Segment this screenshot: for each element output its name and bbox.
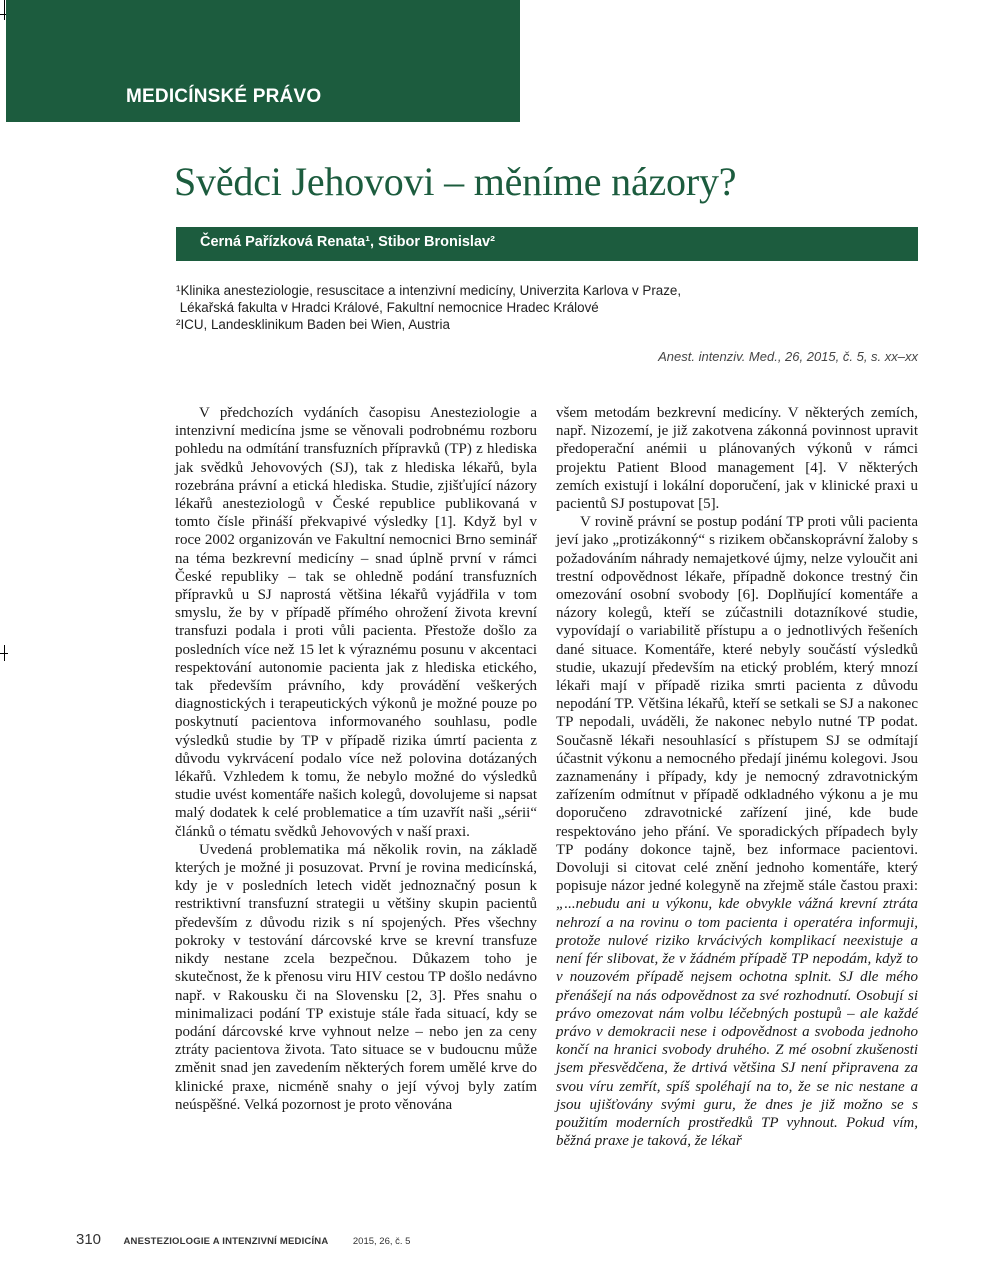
body-paragraph: Uvedená problematika má několik rovin, na základě kterých je možné ji posuzovat. První je rovina medicínská, kdy je v posledních letech vidět jednoznačný posun k restriktivní transfuzní strategii u většiny skupin pacientů především z důvodu rizik s ní spojených. Přes všechny pokroky v testování dárcovské krve se krevní transfuze nikdy nestane zcela bezpečnou. Důkazem toho je skutečnost, že k přenosu viru HIV cestou TP došlo nedávno např. v Rakousku či na Slovensku [2, 3]. Přes snahu o minimalizaci podání TP existuje stále řada situací, kdy se podání dárcovské krve vyhnout nelze – nebo jen za ceny ztráty pacientova života. Tato situace se v budoucnu může změnit snad jen zavedením některých forem umělé krve do klinické praxe, nicméně snahy o její vývoj byly zatím neúspěšné. Velká pozornost je proto věnována: [175, 841, 537, 1113]
article-authors: Černá Pařízková Renata¹, Stibor Bronislav²: [200, 234, 495, 250]
affiliation-line: ²ICU, Landesklinikum Baden bei Wien, Austria: [176, 317, 450, 332]
article-title: Svědci Jehovovi – měníme názory?: [174, 159, 737, 204]
body-column-left: [175, 404, 537, 1114]
section-label: MEDICÍNSKÉ PRÁVO: [126, 86, 322, 107]
affiliation-line: Lékařská fakulta v Hradci Králové, Fakultní nemocnice Hradec Králové: [176, 300, 599, 315]
affiliation-line: ¹Klinika anesteziologie, resuscitace a intenzivní medicíny, Univerzita Karlova v Praze,: [176, 283, 682, 298]
affiliations: [176, 282, 876, 333]
section-header-band: [6, 0, 520, 122]
citation: Anest. intenziv. Med., 26, 2015, č. 5, s. xx–xx: [658, 349, 918, 364]
quoted-comment: „...nebudu ani u výkonu, kde obvykle vážná krevní ztráta nehrozí a na rovinu o tom pacienta i operatéra informuji, protože nulové riziko krvácivých komplikací neexistuje a není fér slibovat, že v žádném případě TP nepodám, když to v nouzovém případě nejsem ochotna splnit. SJ dle mého přenášejí na nás odpovědnost za své rozhodnutí. Osobují si právo omezovat nám volbu léčebných postupů – ale každé právo v demokracii nese i odpovědnost a svoboda jednoho končí na hranici svobody druhého. Z mé osobní zkušenosti jsem přesvědčena, že drtivá většina SJ není připravena za svou víru zemřít, spíš spoléhají na to, že se nic nestane a jsou ujišťovány svými guru, že dnes je již možno se s použitím moderních prostředků TP vyhnout. Pokud vím, běžná praxe je taková, že lékař: [556, 896, 918, 1150]
issue-info: 2015, 26, č. 5: [352, 1236, 411, 1247]
body-paragraph-with-quote: [556, 513, 918, 1150]
journal-name: ANESTEZIOLOGIE A INTENZIVNÍ MEDICÍNA: [123, 1236, 329, 1247]
body-text: V rovině právní se postup podání TP proti vůli pacienta jeví jako „protizákonný“ s rizikem občanskoprávní žaloby s požadováním náhrady nemajetkové újmy, nelze vyloučit ani trestní odpovědnost lékaře, případně dokonce trestný čin omezování osobní svobody [6]. Doplňující komentáře a názory kolegů, kteří se zúčastnili dotazníkové studie, vypovídají o variabilitě přístupu a o jednotlivých řešeních dané situace. Komentáře, které nebyly součástí výsledků studie, ukazují především na etický problém, který mnozí lékaři mají v případě rizika smrti pacienta z důvodu nepodání TP. Většina lékařů, kteří se setkali se SJ a nakonec TP nepodali, uváděli, že nakonec nebylo nutné TP podat. Současně lékaři nesouhlasící s přístupem SJ se odmítají účastnit výkonu a nemocného předají jinému kolegovi. Jsou zaznamenány i případy, kdy je nemocný zdravotnickým zařízením odmítnut v případě odkladného výkonu a je mu doporučeno zdravotnické zařízení jiné, kde bude respektováno jeho přání. Ve sporadických případech byly TP podány dokonce tajně, bez informace pacientovi. Dovoluji si citovat celé znění jednoho komentáře, který popisuje názor jedné kolegyně na zřejmě stále častou praxi:: [556, 514, 918, 895]
body-column-right: [556, 404, 918, 1150]
body-paragraph: V předchozích vydáních časopisu Anesteziologie a intenzivní medicína jsme se věnovali podrobnému rozboru pohledu na odmítání transfuzních přípravků (TP) z hlediska jak svědků Jehovových (SJ), tak z hlediska lékařů, byla rozebrána právní a etická hlediska. Studie, zjišťující názory lékařů anesteziologů v České republice publikovaná v tomto čísle přináší překvapivé výsledky [1]. Když byl v roce 2002 organizován ve Fakultní nemocnici Brno seminář na téma bezkrevní medicíny – snad úplně první v rámci České republiky – tak se ohledně podání transfuzních přípravků u SJ naprostá většina lékařů vyjádřila v tom smyslu, že by v případě přímého ohrožení života krevní transfuzi podala i proti vůli pacienta. Přestože došlo za posledních více než 15 let k výraznému posunu v akcentaci respektování autonomie pacienta jak z hlediska etického, tak především právního, kdy provádění veškerých diagnostických i terapeutických výkonů je možné pouze po poskytnutí pacientova informovaného souhlasu, podle výsledků studie by TP v případě rizika úmrtí pacienta z důvodu vykrvácení podalo více než polovina dotázaných lékařů. Vzhledem k tomu, že nebylo možné do výsledků studie uvést komentáře našich kolegů, dovolujeme si napsat malý dodatek k celé problematice a tím uzavřít naši „sérii“ článků o tématu svědků Jehovových v naší praxi.: [175, 405, 537, 840]
body-paragraph: všem metodám bezkrevní medicíny. V některých zemích, např. Nizozemí, je již zakotvena zákonná povinnost upravit předoperační anémii u plánovaných výkonů v rámci projektu Patient Blood management [4]. V některých zemích existují i lokální doporučení, jak v klinické praxi u pacientů SJ postupovat [5].: [556, 405, 918, 513]
crop-mark: [4, 645, 5, 661]
crop-mark: [4, 0, 5, 20]
author-band: [176, 227, 918, 261]
page-footer: [76, 1231, 410, 1251]
page-number: 310: [76, 1231, 102, 1248]
